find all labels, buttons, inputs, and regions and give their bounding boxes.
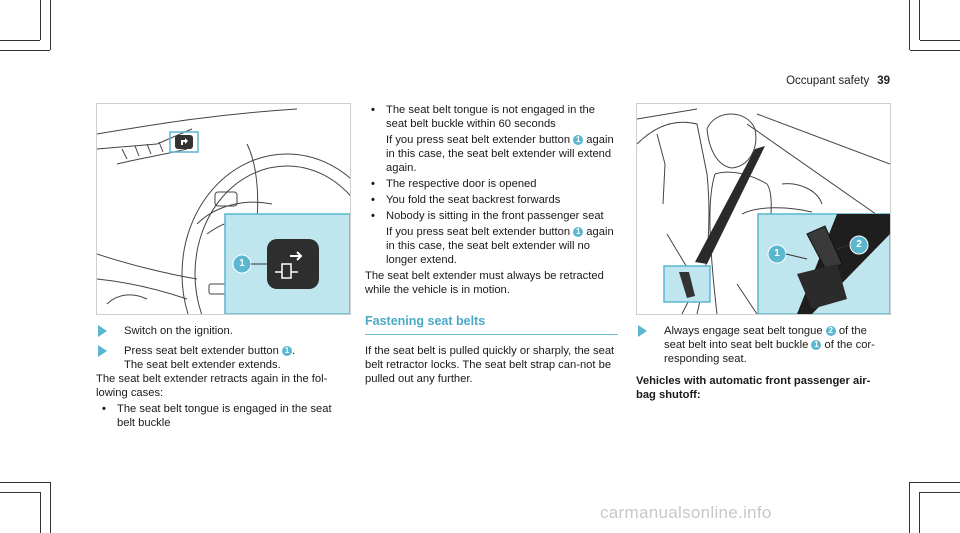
callout-1: 1 [774, 248, 780, 259]
step-arrow-icon [98, 345, 107, 357]
callout-1: 1 [239, 258, 245, 269]
step-text: Always engage seat belt tongue [664, 325, 826, 337]
note-text: If you press seat belt extender button [386, 226, 574, 238]
section-title: Fastening seat belts [365, 314, 618, 335]
step-text: Switch on the ignition. [124, 325, 233, 337]
bullet-icon: • [371, 194, 375, 206]
column-2 [365, 103, 618, 386]
bullet-item [365, 103, 618, 131]
crop-mark [909, 482, 910, 533]
step-result: The seat belt extender extends. [124, 359, 281, 371]
step-arrow-icon [638, 325, 647, 337]
crop-mark [919, 0, 920, 40]
step-engage-tongue [636, 324, 889, 366]
crop-mark [919, 492, 920, 533]
step-text: Press seat belt extender button [124, 345, 282, 357]
bullet-icon: • [371, 210, 375, 222]
crop-mark [0, 482, 50, 483]
paragraph: The seat belt extender retracts again in the fol-lowing cases: [96, 373, 328, 399]
crop-mark [910, 50, 960, 51]
crop-mark [0, 492, 40, 493]
step-switch-on [96, 324, 349, 338]
callout-badge: 1 [573, 227, 583, 237]
crop-mark [909, 0, 910, 50]
bullet-item [365, 209, 618, 223]
callout-badge: 2 [826, 326, 836, 336]
crop-mark [50, 482, 51, 533]
note-text: again in this case, the seat belt extender will no longer extend. [386, 226, 614, 266]
callout-badge: 1 [282, 346, 292, 356]
bullet-item [365, 177, 618, 191]
bullet-text: The seat belt tongue is not engaged in the seat belt buckle within 60 seconds [386, 104, 595, 130]
bullet-icon: • [371, 178, 375, 190]
paragraph: The seat belt extender must always be retracted while the vehicle is in motion. [365, 270, 604, 296]
callout-badge: 1 [811, 340, 821, 350]
step-press-button [96, 344, 349, 358]
bullet-text: Nobody is sitting in the front passenger seat [386, 210, 604, 222]
bullet-note [365, 133, 618, 175]
crop-mark [40, 492, 41, 533]
column-3 [636, 324, 889, 402]
step-arrow-icon [98, 325, 107, 337]
callout-2: 2 [856, 239, 862, 250]
header-section: Occupant safety [786, 75, 870, 87]
bullet-item [96, 402, 349, 430]
watermark[interactable]: carmanualsonline.info [600, 503, 772, 522]
bullet-text: The respective door is opened [386, 178, 537, 190]
bullet-note [365, 225, 618, 267]
crop-mark [0, 50, 50, 51]
bullet-icon: • [371, 104, 375, 116]
crop-mark [910, 482, 960, 483]
step-text: of the seat belt into seat belt buckle [664, 325, 867, 351]
bullet-icon: • [102, 403, 106, 415]
note-text: If you press seat belt extender button [386, 134, 574, 146]
crop-mark [0, 40, 40, 41]
page-header [786, 74, 890, 88]
crop-mark [50, 0, 51, 50]
bullet-text: You fold the seat backrest forwards [386, 194, 561, 206]
figure-extender-button [96, 103, 351, 315]
step-text: . [291, 345, 296, 357]
crop-mark [920, 40, 960, 41]
crop-mark [920, 492, 960, 493]
subheading: Vehicles with automatic front passenger air-bag shutoff: [636, 375, 871, 401]
seat-belt-illustration [637, 104, 890, 314]
note-text: again in this case, the seat belt extender will extend again. [386, 134, 614, 174]
dashboard-illustration [97, 104, 350, 314]
callout-badge: 1 [573, 135, 583, 145]
figure-seat-belt [636, 103, 891, 315]
page-number: 39 [877, 75, 890, 87]
bullet-text: The seat belt tongue is engaged in the seat belt buckle [117, 403, 332, 429]
bullet-item [365, 193, 618, 207]
column-1 [96, 324, 349, 430]
step-text: of the cor-responding seat. [664, 339, 875, 365]
crop-mark [40, 0, 41, 40]
paragraph: If the seat belt is pulled quickly or sharply, the seat belt retractor locks. The seat belt strap can-not be pulled out any further. [365, 345, 615, 385]
